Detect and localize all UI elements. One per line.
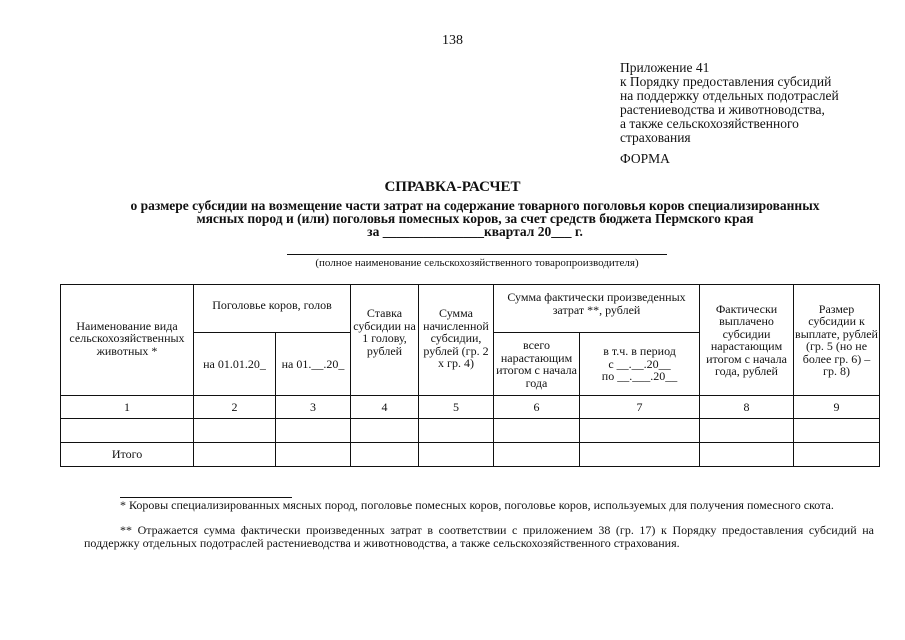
column-number: 5 (419, 396, 494, 419)
header-animal-type: Наименование вида сельскохозяйственных животных * (61, 285, 194, 396)
subtitle-line-1: о размере субсидии на возмещение части затрат на содержание товарного поголовья коров специализированных (130, 198, 820, 213)
page-number: 138 (442, 33, 463, 48)
appendix-line: растениеводства и животноводства, (620, 102, 825, 117)
appendix-line: Приложение 41 (620, 60, 710, 75)
column-number: 4 (351, 396, 419, 419)
column-number: 1 (61, 396, 194, 419)
table-cell[interactable] (351, 419, 419, 443)
header-paid-subsidy: Фактически выплачено субсидии нарастающим итогом с начала года, рублей (700, 285, 794, 396)
header-livestock-group: Поголовье коров, голов (194, 285, 351, 333)
table-cell[interactable] (194, 419, 276, 443)
period-line: по __.___.20__ (601, 369, 678, 384)
column-number: 2 (194, 396, 276, 419)
appendix-line: на поддержку отдельных подотраслей (620, 88, 839, 103)
table-cell[interactable] (700, 419, 794, 443)
column-number: 8 (700, 396, 794, 419)
producer-name-field[interactable] (287, 254, 667, 255)
column-number: 9 (794, 396, 880, 419)
column-number-row (61, 396, 880, 419)
table-cell[interactable] (194, 443, 276, 467)
column-number: 6 (494, 396, 580, 419)
header-costs-period (580, 333, 700, 396)
column-number: 3 (276, 396, 351, 419)
producer-name-caption: (полное наименование сельскохозяйственного товаропроизводителя) (315, 257, 639, 269)
table-cell[interactable] (494, 443, 580, 467)
table-cell[interactable] (794, 419, 880, 443)
table-cell[interactable] (580, 419, 700, 443)
appendix-line: а также сельскохозяйственного (620, 116, 799, 131)
table-row (61, 419, 880, 443)
appendix-line: к Порядку предоставления субсидий (620, 74, 832, 89)
header-subsidy-rate: Ставка субсидии на 1 голову, рублей (351, 285, 419, 396)
header-subsidy-to-pay: Размер субсидии к выплате, рублей (гр. 5 (но не более гр. 6) – гр. 8) (794, 285, 880, 396)
table-cell[interactable] (700, 443, 794, 467)
table-cell[interactable] (419, 443, 494, 467)
header-costs-cumulative: всего нарастающим итогом с начала года (494, 333, 580, 396)
appendix-reference (620, 61, 890, 145)
table-cell[interactable] (351, 443, 419, 467)
total-row (61, 443, 880, 467)
table-cell[interactable] (276, 419, 351, 443)
table-cell[interactable] (276, 443, 351, 467)
footnote-1: * Коровы специализированных мясных пород, поголовье помесных коров, поголовье коров, используемых для получения помесного скота. (120, 498, 834, 512)
table-cell[interactable] (494, 419, 580, 443)
form-label: ФОРМА (620, 151, 670, 166)
total-label: Итого (61, 443, 194, 467)
table-cell[interactable] (61, 419, 194, 443)
period-line: с __.__.20__ (608, 356, 671, 371)
period-line: в т.ч. в период (603, 344, 676, 359)
subsidy-calculation-table (60, 284, 880, 467)
table-cell[interactable] (794, 443, 880, 467)
subtitle-line-2: мясных пород и (или) поголовья помесных коров, за счет средств бюджета Пермского края (196, 211, 754, 226)
footnote-2: ** Отражается сумма фактически произведенных затрат в соответствии с приложением 38 (гр. 17) к Порядку предоставления субсидий на поддержку отдельных подотраслей растениеводства и животноводства, а также сельскохозяйственного страхования. (84, 523, 874, 550)
subtitle-line-3: за _______________квартал 20___ г. (367, 224, 583, 239)
table-cell[interactable] (580, 443, 700, 467)
header-actual-costs-group: Сумма фактически произведенных затрат **, рублей (494, 285, 700, 333)
table-cell[interactable] (419, 419, 494, 443)
appendix-line: страхования (620, 130, 691, 145)
document-title: СПРАВКА-РАСЧЕТ (384, 179, 521, 195)
header-livestock-date-1: на 01.01.20_ (194, 333, 276, 396)
header-accrued-subsidy: Сумма начисленной субсидии, рублей (гр. 2 х гр. 4) (419, 285, 494, 396)
header-livestock-date-2: на 01.__.20_ (276, 333, 351, 396)
document-subtitle (60, 199, 890, 238)
column-number: 7 (580, 396, 700, 419)
